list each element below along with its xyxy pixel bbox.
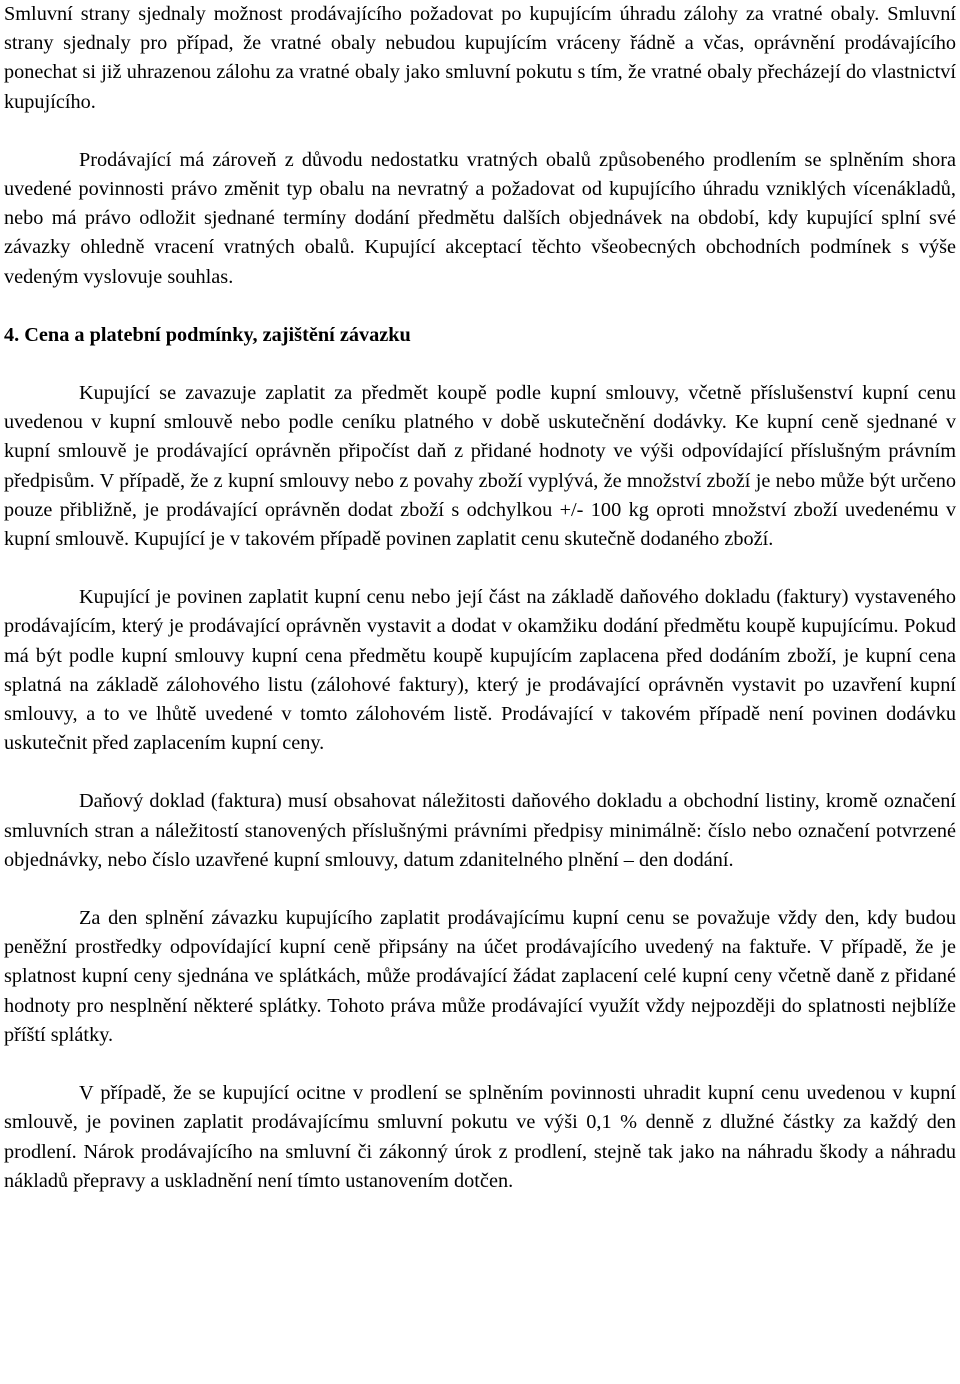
paragraph-packaging-change-rights: Prodávající má zároveň z důvodu nedostatku vratných obalů způsobeného prodlením se splněním shora uvedené povinnosti právo změnit typ obalu na nevratný a požadovat od kupujícího úhradu vzniklých vícenákladů, nebo má právo odložit sjednané termíny dodání předmětu dalších objednávek na období, kdy kupující splní své závazky ohledně vracení vratných obalů. Kupující akceptací těchto všeobecných obchodních podmínek s výše vedeným vyslovuje souhlas.: [4, 148, 956, 288]
paragraph-late-payment-penalty: V případě, že se kupující ocitne v prodlení se splněním povinnosti uhradit kupní cenu uvedenou v kupní smlouvě, je povinen zaplatit prodávajícímu smluvní pokutu ve výši 0,1 % denně z dlužné částky za každý den prodlení. Nárok prodávajícího na smluvní či zákonný úrok z prodlení, stejně tak jako na náhradu škody a náhradu nákladů přepravy a uskladnění není tímto ustanovením dotčen.: [4, 1082, 956, 1192]
section-heading-price-payment: 4. Cena a platební podmínky, zajištění závazku: [4, 323, 411, 346]
document-page: [4, 0, 956, 1196]
paragraph-purchase-price: Kupující se zavazuje zaplatit za předmět koupě podle kupní smlouvy, včetně příslušenství kupní cenu uvedenou v kupní smlouvě nebo podle ceníku platného v době uskutečnění dodávky. Ke kupní ceně sjednané v kupní smlouvě je prodávající oprávněn připočíst daň z přidané hodnoty ve výši odpovídající příslušným právním předpisům. V případě, že z kupní smlouvy nebo z povahy zboží vyplývá, že množství zboží je nebo může být určeno pouze přibližně, je prodávající oprávněn dodat zboží s odchylkou +/- 100 kg oproti množství zboží uvedenému v kupní smlouvě. Kupující je v takovém případě povinen zaplatit cenu skutečně dodaného zboží.: [4, 382, 956, 551]
paragraph-payment-date: Za den splnění závazku kupujícího zaplatit prodávajícímu kupní cenu se považuje vždy den, kdy budou peněžní prostředky odpovídající kupní ceně připsány na účet prodávajícího uvedený na faktuře. V případě, že je splatnost kupní ceny sjednána ve splátkách, může prodávající žádat zaplacení celé kupní ceny včetně daně z přidané hodnoty pro nesplnění některé splátky. Tohoto práva může prodávající využít vždy nejpozději do splatnosti nejblíže příští splátky.: [4, 907, 956, 1046]
paragraph-invoice-requirements: Daňový doklad (faktura) musí obsahovat náležitosti daňového dokladu a obchodní listiny, kromě označení smluvních stran a náležitostí stanovených příslušnými právními předpisy minimálně: číslo nebo označení potvrzené objednávky, nebo číslo uzavřené kupní smlouvy, datum zdanitelného plnění – den dodání.: [4, 790, 956, 871]
paragraph-invoice-payment: Kupující je povinen zaplatit kupní cenu nebo její část na základě daňového dokladu (faktury) vystaveného prodávajícím, který je prodávající oprávněn vystavit a dodat v okamžiku dodání předmětu koupě kupujícímu. Pokud má být podle kupní smlouvy kupní cena předmětu koupě kupujícím zaplacena před dodáním zboží, je kupní cena splatná na základě zálohového listu (zálohové faktury), který je prodávající oprávněn vystavit po uzavření kupní smlouvy, a to ve lhůtě uvedené v tomto zálohovém listě. Prodávající v takovém případě není povinen dodávku uskutečnit před zaplacením kupní ceny.: [4, 586, 956, 755]
paragraph-returnable-packaging-deposit: Smluvní strany sjednaly možnost prodávajícího požadovat po kupujícím úhradu zálohy za vratné obaly. Smluvní strany sjednaly pro případ, že vratné obaly nebudou kupujícím vráceny řádně a včas, oprávnění prodávajícího ponechat si již uhrazenou zálohu za vratné obaly jako smluvní pokutu s tím, že vratné obaly přecházejí do vlastnictví kupujícího.: [4, 3, 956, 113]
